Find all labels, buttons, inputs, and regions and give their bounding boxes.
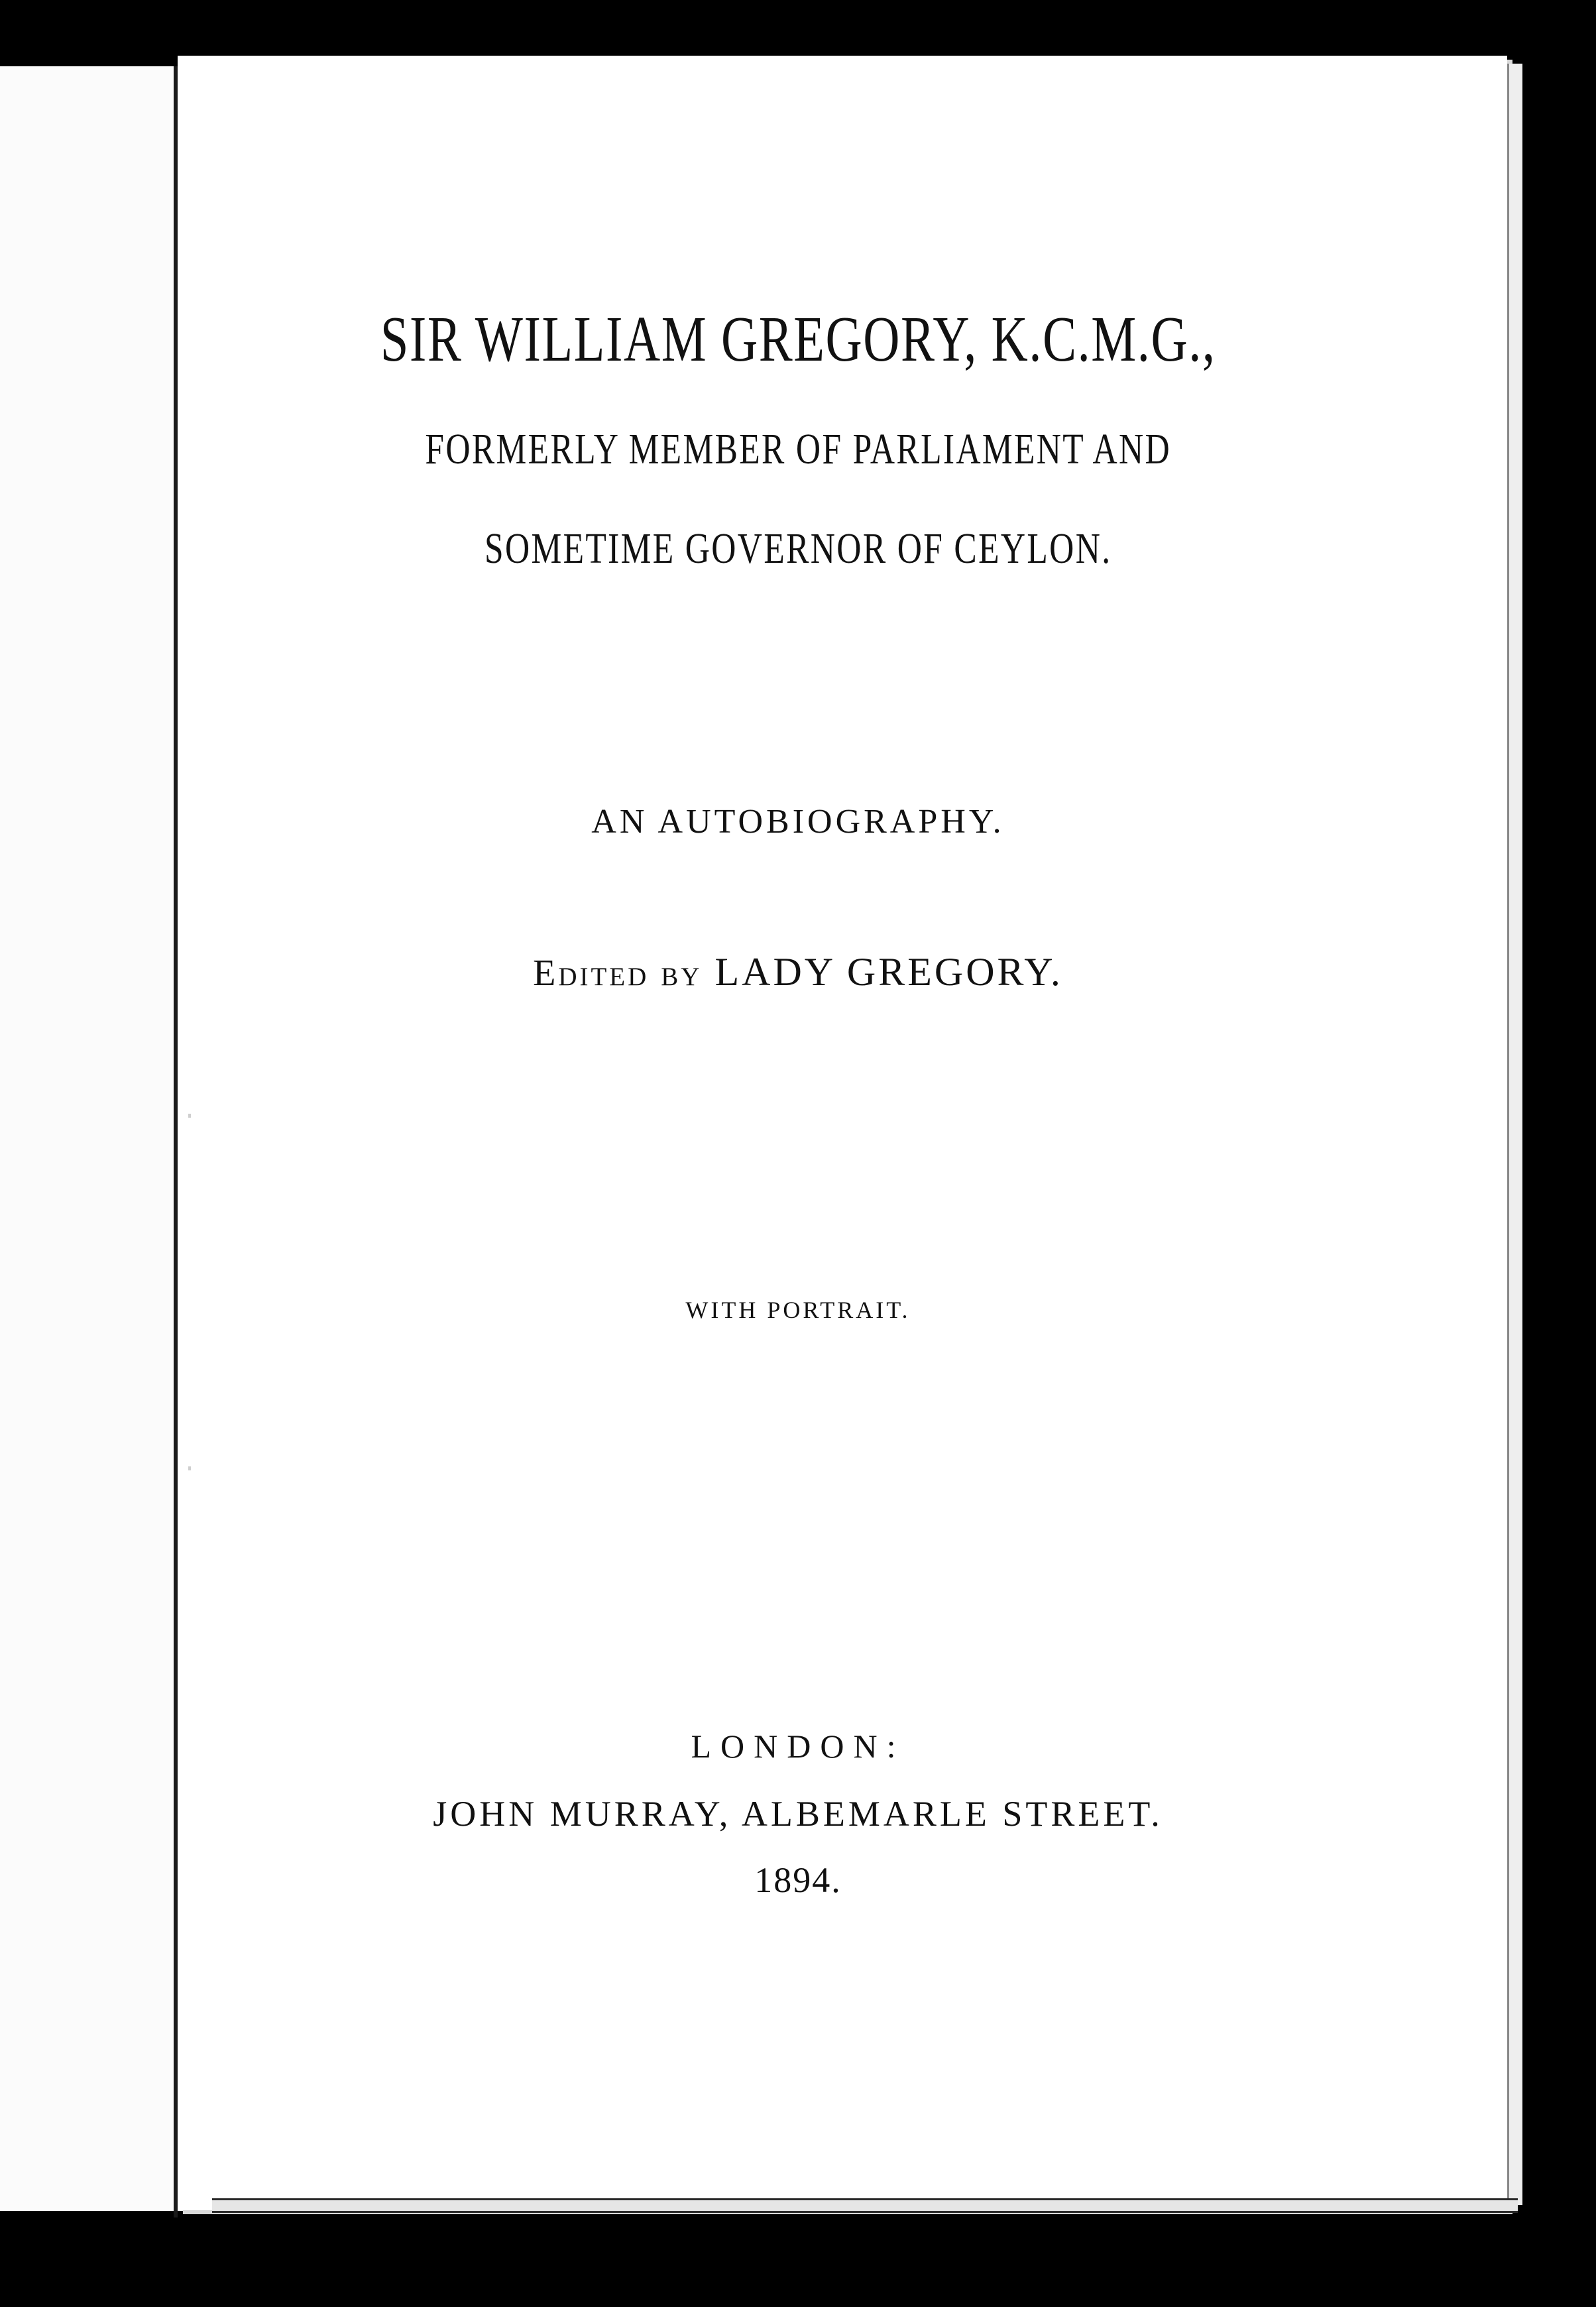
- imprint-year: 1894.: [754, 1860, 842, 1900]
- editor-credit: [0, 949, 1596, 995]
- subtitle-line-1: FORMERLY MEMBER OF PARLIAMENT AND: [425, 425, 1172, 473]
- editor-name: LADY GREGORY.: [714, 950, 1063, 994]
- imprint-publisher: JOHN MURRAY, ALBEMARLE STREET.: [433, 1794, 1163, 1834]
- subtitle-line-2: SOMETIME GOVERNOR OF CEYLON.: [484, 524, 1112, 573]
- editor-prefix: Edited by: [533, 953, 703, 994]
- description: AN AUTOBIOGRAPHY.: [591, 803, 1005, 841]
- scan-speck: [188, 1114, 191, 1118]
- book-title: SIR WILLIAM GREGORY, K.C.M.G.,: [380, 304, 1216, 375]
- scan-speck: [188, 1466, 191, 1470]
- page-bottom-edge: [212, 2198, 1518, 2213]
- imprint-city: LONDON:: [691, 1728, 905, 1765]
- illustration-note: WITH PORTRAIT.: [685, 1297, 911, 1323]
